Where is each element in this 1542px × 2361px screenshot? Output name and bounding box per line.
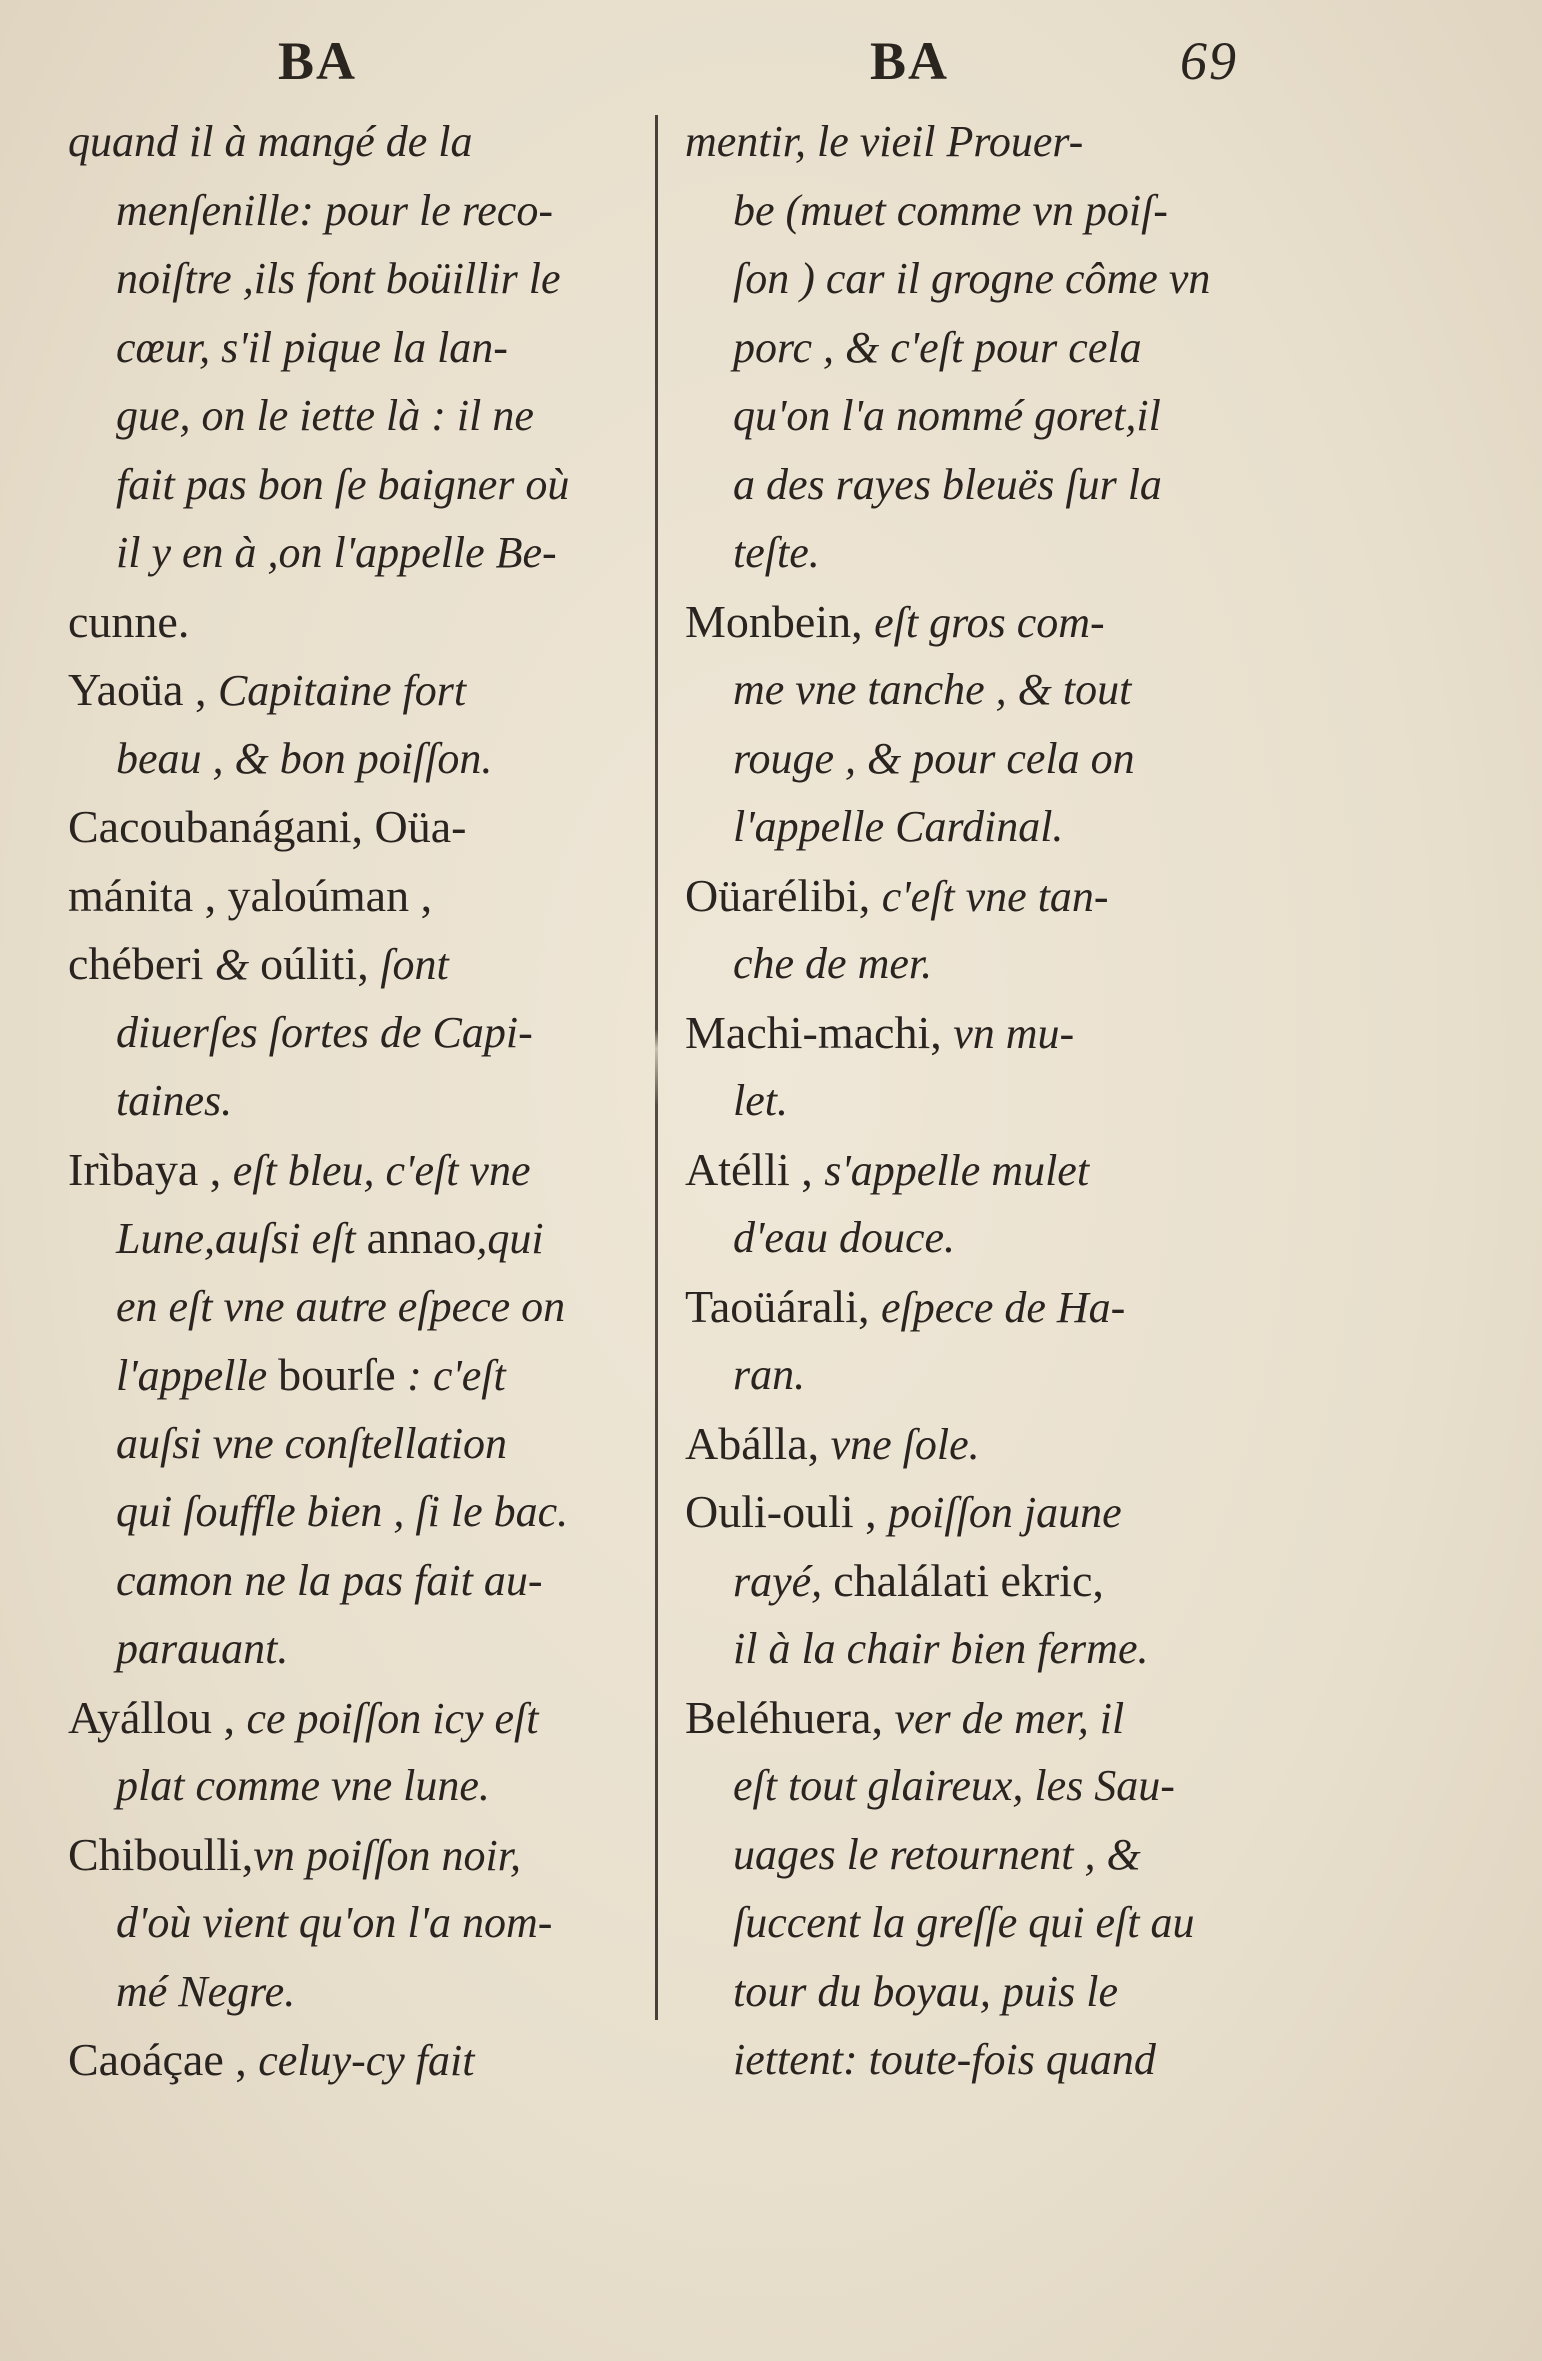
definition-text: celuy-cy fait — [258, 2036, 475, 2085]
definition-text: : c'eſt — [407, 1351, 506, 1400]
text-line — [68, 1958, 640, 2027]
definition-text: vn poiſſon noir, — [253, 1830, 521, 1880]
text-line — [685, 314, 1285, 383]
text-line — [68, 999, 640, 1068]
text-line — [685, 451, 1285, 520]
text-line — [685, 1204, 1285, 1273]
definition-text: diuerſes ſortes de Capi- — [116, 1007, 533, 1057]
text-line — [685, 999, 1285, 1068]
column-divider — [655, 115, 658, 2020]
text-line — [68, 1821, 640, 1890]
text-line — [68, 1204, 640, 1273]
headword-text: Machi-machi, — [685, 1006, 954, 1058]
headword-text: chéberi — [68, 938, 215, 989]
definition-text: me vne tanche , & tout — [733, 665, 1132, 714]
text-line — [685, 245, 1285, 314]
definition-text: poiſſon jaune — [888, 1488, 1122, 1537]
definition-text: eſt bleu, c'eſt vne — [232, 1145, 531, 1195]
text-line — [685, 930, 1285, 999]
text-line — [68, 451, 640, 520]
text-line — [685, 793, 1285, 862]
text-line — [685, 1958, 1285, 2027]
text-line — [685, 1615, 1285, 1684]
headword-text: bourſe — [278, 1349, 408, 1400]
text-line — [68, 1752, 640, 1821]
text-line — [68, 1889, 640, 1958]
definition-text: parauant. — [116, 1624, 289, 1673]
definition-text: a des rayes bleuës ſur la — [733, 459, 1162, 509]
definition-text: tour du boyau, puis le — [733, 1966, 1118, 2016]
definition-text: ſont — [380, 940, 449, 989]
definition-text: eſt tout glaireux, les Sau- — [733, 1761, 1175, 1810]
definition-text: Lune,auſsi eſt — [116, 1214, 367, 1263]
page-number: 69 — [1180, 31, 1238, 91]
text-line — [68, 1136, 640, 1205]
definition-text: rayé, — [733, 1556, 834, 1606]
text-line — [68, 1341, 640, 1410]
definition-text: menſenille: pour le reco- — [116, 185, 553, 235]
right-column — [685, 108, 1285, 2095]
definition-text: rouge , & pour cela on — [733, 733, 1135, 783]
definition-text: ſon ) car il grogne côme vn — [733, 254, 1211, 303]
text-line — [68, 1067, 640, 1136]
text-line — [68, 177, 640, 246]
text-line — [68, 1684, 640, 1753]
headword-text: Atélli , — [685, 1143, 825, 1195]
running-header — [0, 30, 1542, 110]
text-line — [68, 656, 640, 725]
definition-text: il y en à ,on l'appelle Be- — [116, 528, 557, 577]
text-line — [685, 588, 1285, 657]
text-line — [685, 862, 1285, 931]
text-line — [68, 588, 640, 657]
text-line — [68, 519, 640, 588]
definition-text: beau , & bon poiſſon. — [116, 733, 493, 783]
headword-text: Ouli-ouli , — [685, 1486, 889, 1537]
definition-text: en eſt vne autre eſpece on — [116, 1281, 566, 1331]
headword-text: cunne. — [68, 595, 190, 647]
definition-text: d'eau douce. — [733, 1213, 955, 1262]
definition-text: ſuccent la greſſe qui eſt au — [733, 1898, 1195, 1947]
definition-text: che de mer. — [733, 939, 933, 988]
headword-text: oúliti, — [260, 938, 381, 989]
text-line — [68, 1547, 640, 1616]
definition-text: uages le retournent , & — [733, 1829, 1141, 1879]
headword-text: annao — [366, 1212, 477, 1263]
headword-text: Irìbaya , — [68, 1143, 233, 1195]
definition-text: vne ſole. — [830, 1419, 980, 1469]
text-line — [68, 1615, 640, 1684]
definition-text: mentir, le vieil Prouer- — [685, 117, 1084, 166]
definition-text: fait pas bon ſe baigner où — [116, 459, 570, 509]
text-line — [685, 519, 1285, 588]
text-line — [685, 108, 1285, 177]
headword-text: chalálati ekric, — [833, 1554, 1104, 1606]
text-line — [685, 1684, 1285, 1753]
definition-text: iettent: toute-fois quand — [733, 2035, 1156, 2084]
definition-text: Capitaine fort — [217, 666, 467, 715]
text-line — [685, 1273, 1285, 1342]
text-line — [68, 245, 640, 314]
text-line — [685, 725, 1285, 794]
definition-text: eſpece de Ha- — [881, 1282, 1126, 1332]
header-left-guideword: BA — [278, 31, 358, 91]
headword-text: Chiboulli, — [68, 1828, 254, 1880]
definition-text: s'appelle mulet — [824, 1145, 1090, 1195]
text-line — [685, 1410, 1285, 1479]
text-line — [685, 1547, 1285, 1616]
text-line — [685, 1478, 1285, 1547]
headword-text: mánita , yaloúman , — [68, 869, 433, 921]
definition-text: porc , & c'eſt pour cela — [733, 322, 1142, 372]
definition-text: l'appelle — [116, 1351, 279, 1400]
definition-text: c'eſt vne tan- — [881, 871, 1109, 921]
definition-text: il à la chair bien ferme. — [733, 1624, 1149, 1673]
headword-text: Oüarélibi, — [685, 869, 882, 921]
definition-text: qu'on l'a nommé goret,il — [733, 391, 1161, 440]
text-line — [68, 862, 640, 931]
definition-text: qui ſouffle bien , ſi le bac. — [116, 1487, 569, 1536]
headword-text: Taoüárali, — [685, 1280, 882, 1332]
text-line — [68, 382, 640, 451]
text-line — [685, 2026, 1285, 2095]
definition-text: auſsi vne conſtellation — [116, 1418, 508, 1468]
text-line — [68, 793, 640, 862]
text-line — [685, 1752, 1285, 1821]
text-line — [685, 1341, 1285, 1410]
headword-text: Ayállou , — [68, 1691, 247, 1743]
text-line — [685, 1821, 1285, 1890]
left-column — [68, 108, 640, 2095]
headword-text: Abálla, — [685, 1417, 831, 1469]
definition-text: gue, on le iette là : il ne — [116, 391, 534, 440]
headword-text: Cacoubanágani, Oüa- — [68, 801, 467, 852]
definition-text: ce poiſſon icy eſt — [246, 1693, 539, 1743]
definition-text: mé Negre. — [116, 1966, 296, 2016]
definition-text: taines. — [116, 1076, 233, 1125]
definition-text: ran. — [733, 1350, 806, 1399]
text-line — [685, 177, 1285, 246]
text-line — [68, 108, 640, 177]
definition-text: & — [214, 940, 261, 989]
text-line — [68, 1410, 640, 1479]
text-line — [68, 2026, 640, 2095]
definition-text: camon ne la pas fait au- — [116, 1555, 543, 1605]
text-line — [68, 725, 640, 794]
definition-text: l'appelle Cardinal. — [733, 802, 1064, 851]
definition-text: noiſtre ,ils font boüillir le — [116, 254, 561, 303]
definition-text: teſte. — [733, 528, 820, 577]
definition-text: eſt gros com- — [874, 597, 1105, 647]
headword-text: Caoáçae , — [68, 2034, 259, 2085]
text-line — [68, 1273, 640, 1342]
definition-text: cœur, s'il pique la lan- — [116, 322, 508, 372]
definition-text: let. — [733, 1076, 788, 1125]
headword-text: Monbein, — [685, 595, 875, 647]
definition-text: ,qui — [476, 1214, 544, 1263]
text-line — [685, 1136, 1285, 1205]
definition-text: quand il à mangé de la — [68, 117, 473, 166]
text-line — [685, 382, 1285, 451]
definition-text: d'où vient qu'on l'a nom- — [116, 1898, 553, 1947]
header-right-guideword: BA — [870, 31, 950, 91]
definition-text: be (muet comme vn poiſ- — [733, 185, 1168, 235]
definition-text: ver de mer, il — [894, 1693, 1125, 1743]
definition-text: vn mu- — [953, 1008, 1075, 1058]
text-line — [685, 656, 1285, 725]
text-line — [685, 1067, 1285, 1136]
text-line — [68, 314, 640, 383]
headword-text: Beléhuera, — [685, 1691, 895, 1743]
text-line — [68, 1478, 640, 1547]
text-line — [68, 930, 640, 999]
text-line — [685, 1889, 1285, 1958]
headword-text: Yaoüa , — [68, 664, 218, 715]
definition-text: plat comme vne lune. — [116, 1761, 490, 1810]
